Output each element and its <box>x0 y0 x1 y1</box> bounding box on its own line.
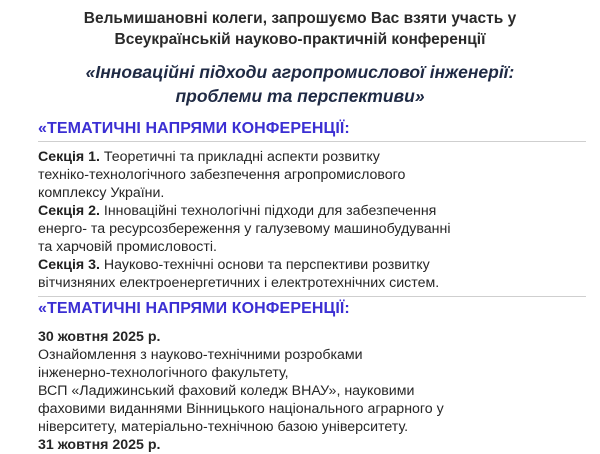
intro-line-2: Всеукраїнській науково-практичній конференції <box>114 31 486 48</box>
section-2-text-end: та харчовій промисловості. <box>38 239 217 255</box>
section-1-text-end: комплексу України. <box>38 185 165 201</box>
intro-line-1: Вельмишановні колеги, запрошуємо Вас взяти участь у <box>83 10 517 27</box>
section-2-text: Інноваційні технологічні підходи для забезпечення <box>103 203 437 219</box>
section-3-label: Секція 3. <box>38 257 100 273</box>
block-divider <box>38 296 586 297</box>
section-1-text: Теоретичні та прикладні аспекти розвитку <box>103 149 380 165</box>
schedule-line-5: ніверситету, матеріально-технічною базою університету. <box>38 419 409 435</box>
schedule-date-2: 31 жовтня 2025 р. <box>38 437 161 453</box>
section-3-text: Науково-технічні основи та перспективи розвитку <box>103 257 430 273</box>
sections-list <box>38 148 588 292</box>
section-3 <box>38 256 588 274</box>
schedule-line-1: Ознайомлення з науково-технічними розробками <box>38 347 363 363</box>
conference-title-line-2: проблеми та перспективи» <box>175 86 425 106</box>
section-3-text-cont: вітчизняних електроенергетичних і електротехнічних систем. <box>38 275 440 291</box>
section-2 <box>38 202 588 220</box>
conference-title-line-1: «Інноваційні підходи агропромислової інженерії: <box>85 62 515 82</box>
schedule-line-4: фаховими виданнями Вінницького національного аграрного у <box>38 401 444 417</box>
section-2-label: Секція 2. <box>38 203 100 219</box>
section-1-text-cont: техніко-технологічного забезпечення агропромислового <box>38 167 406 183</box>
section-heading-topics: «ТЕМАТИЧНІ НАПРЯМИ КОНФЕРЕНЦІЇ: <box>38 120 350 137</box>
section-2-text-cont: енерго- та ресурсозбереження у галузевому машинобудуванні <box>38 221 451 237</box>
schedule-date-1: 30 жовтня 2025 р. <box>38 329 161 345</box>
schedule-line-2: інженерно-технологічного факультету, <box>38 365 289 381</box>
section-1 <box>38 148 588 166</box>
section-heading-schedule: «ТЕМАТИЧНІ НАПРЯМИ КОНФЕРЕНЦІЇ: <box>38 300 350 317</box>
schedule-line-3: ВСП «Ладижинський фаховий коледж ВНАУ», науковими <box>38 383 415 399</box>
heading-divider <box>38 141 586 142</box>
section-1-label: Секція 1. <box>38 149 100 165</box>
schedule-block <box>38 328 588 454</box>
